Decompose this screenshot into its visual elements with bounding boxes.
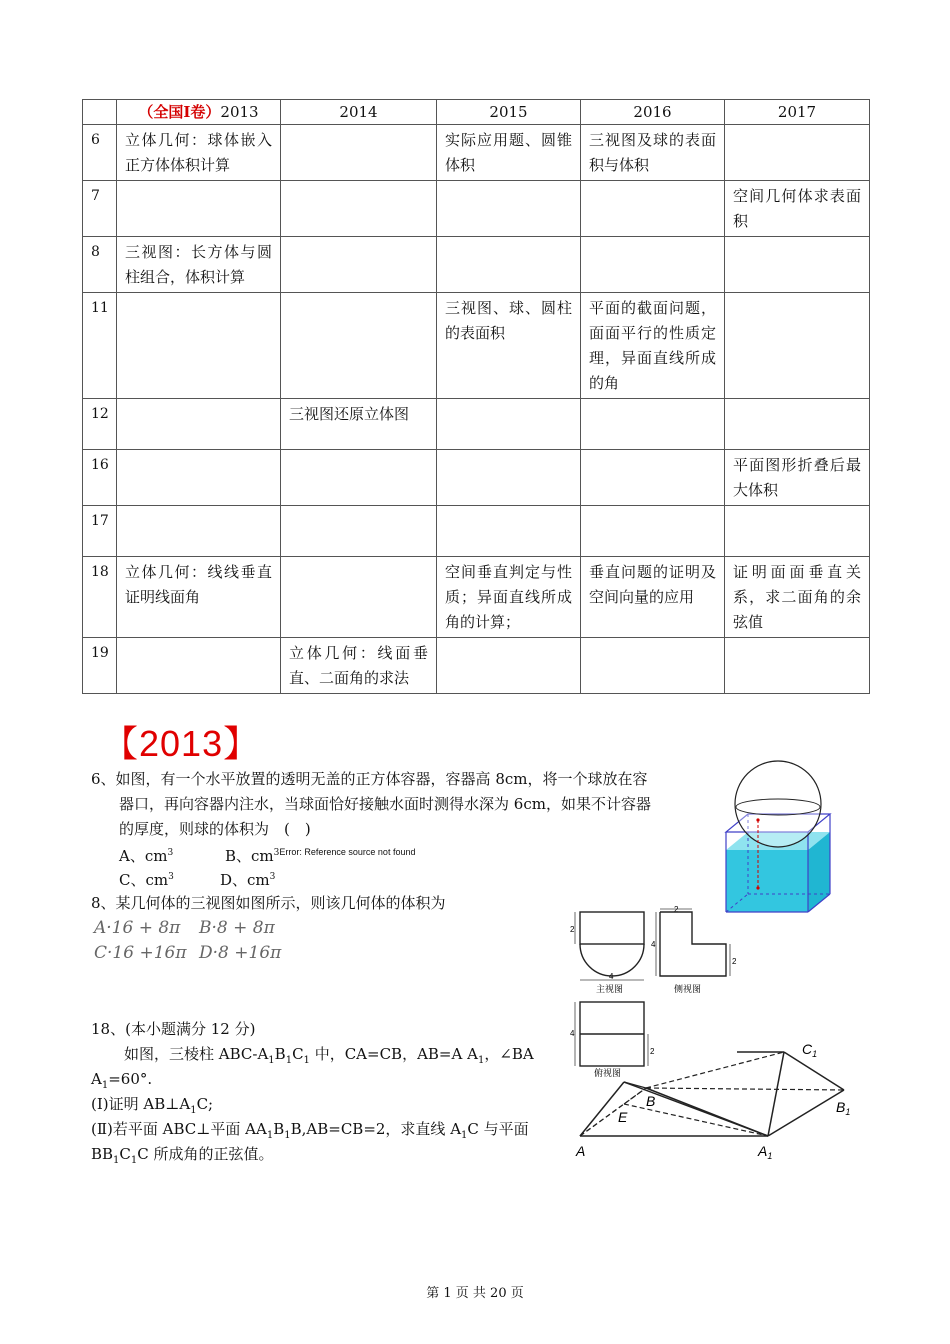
label-b: B bbox=[646, 1093, 656, 1109]
q18-part-3-a: BB bbox=[91, 1145, 114, 1163]
q18-sub-i: 1 bbox=[461, 1130, 468, 1141]
topic-cell-2015 bbox=[437, 181, 581, 237]
question-number-cell: 16 bbox=[83, 450, 117, 506]
q18-sub-f: 1 bbox=[190, 1105, 197, 1116]
topic-cell-2014 bbox=[281, 450, 437, 506]
cube-sphere-figure bbox=[722, 766, 834, 914]
q6-line-1: 6、如图，有一个水平放置的透明无盖的正方体容器，容器高 8cm，将一个球放在容 bbox=[91, 770, 648, 788]
q18-part-2-c: B,AB=CB=2，求直线 A bbox=[290, 1120, 462, 1138]
topic-cell-2016 bbox=[581, 237, 725, 293]
front-view bbox=[570, 912, 644, 994]
topic-cell-2013 bbox=[117, 399, 281, 450]
page-footer: 第 1 页 共 20 页 bbox=[426, 1286, 524, 1301]
topic-cell-2016 bbox=[581, 181, 725, 237]
topic-cell-2015 bbox=[437, 399, 581, 450]
q18-line-1-a: 如图，三棱柱 ABC-A bbox=[124, 1045, 269, 1063]
table-row bbox=[83, 125, 870, 181]
topic-cell-2013 bbox=[117, 181, 281, 237]
label-e: E bbox=[618, 1109, 628, 1125]
q6-line-2: 器口，再向容器内注水，当球面恰好接触水面时测得水深为 6cm，如果不计容器 bbox=[119, 795, 651, 813]
q6-option-b-sup: 3 bbox=[273, 848, 280, 858]
q18-sub-j: 1 bbox=[113, 1155, 120, 1166]
q18-part-3-b: C bbox=[119, 1145, 131, 1163]
topic-cell-2016: 平面的截面问题，面面平行的性质定理，异面直线所成的角 bbox=[581, 293, 725, 399]
q18-sub-e: 1 bbox=[101, 1080, 109, 1091]
topic-cell-2013: 立体几何：线线垂直证明线面角 bbox=[117, 557, 281, 638]
q8-line-1: 8、某几何体的三视图如图所示，则该几何体的体积为 bbox=[91, 894, 446, 912]
q18-sub-g: 1 bbox=[266, 1130, 274, 1141]
top-view-label: 俯视图 bbox=[594, 1068, 622, 1078]
prism-figure bbox=[572, 1040, 862, 1165]
topic-cell-2017 bbox=[725, 638, 870, 694]
top-dim-2: 2 bbox=[650, 1047, 655, 1056]
q18-line-1 bbox=[124, 1041, 534, 1074]
topic-cell-2014 bbox=[281, 237, 437, 293]
q18-part-1-b: C; bbox=[196, 1095, 214, 1113]
topic-cell-2015 bbox=[437, 450, 581, 506]
header-blank-cell bbox=[83, 100, 117, 125]
q6-option-c bbox=[119, 869, 174, 890]
question-number-cell: 19 bbox=[83, 638, 117, 694]
topic-cell-2015: 空间垂直判定与性质；异面直线所成角的计算； bbox=[437, 557, 581, 638]
topic-cell-2015 bbox=[437, 237, 581, 293]
topic-cell-2016: 垂直问题的证明及空间向量的应用 bbox=[581, 557, 725, 638]
q6-option-a bbox=[119, 845, 173, 866]
topic-cell-2013 bbox=[117, 450, 281, 506]
q6-option-c-sup: 3 bbox=[168, 872, 174, 882]
header-year-2015: 2015 bbox=[437, 100, 581, 125]
topic-cell-2016: 三视图及球的表面积与体积 bbox=[581, 125, 725, 181]
table-row bbox=[83, 450, 870, 506]
topic-cell-2017 bbox=[725, 293, 870, 399]
topic-cell-2014 bbox=[281, 506, 437, 557]
q6-line-3: 的厚度，则球的体积为 ( ) bbox=[119, 820, 311, 838]
question-number-cell: 7 bbox=[83, 181, 117, 237]
q18-part-3-c: C 所成角的正弦值。 bbox=[137, 1145, 274, 1163]
q6-option-d-text: D、cm bbox=[220, 871, 270, 889]
q6-option-a-text: A、cm bbox=[119, 847, 168, 865]
table-row bbox=[83, 181, 870, 237]
reference-error-text: Error: Reference source not found bbox=[279, 847, 416, 857]
label-a1: $A_1$ bbox=[758, 1143, 773, 1161]
header-year-2017: 2017 bbox=[725, 100, 870, 125]
table-row bbox=[83, 399, 870, 450]
q6-option-b-text: B、cm bbox=[225, 847, 274, 865]
table-row bbox=[83, 237, 870, 293]
q18-part-2-a: (Ⅱ)若平面 ABC⊥平面 AA bbox=[91, 1120, 267, 1138]
topic-cell-2015 bbox=[437, 506, 581, 557]
table-row bbox=[83, 293, 870, 399]
q18-line-2-b: =60°. bbox=[108, 1070, 153, 1088]
label-c1: $C_1$ bbox=[802, 1041, 818, 1059]
q18-sub-h: 1 bbox=[284, 1130, 291, 1141]
header-2013-cell bbox=[117, 100, 281, 125]
topic-cell-2013: 三视图：长方体与圆柱组合，体积计算 bbox=[117, 237, 281, 293]
q18-part-3 bbox=[91, 1141, 274, 1174]
topic-cell-2016 bbox=[581, 450, 725, 506]
q6-option-d bbox=[220, 869, 275, 890]
side-dim-4: 4 bbox=[651, 940, 656, 949]
topic-cell-2013: 立体几何：球体嵌入正方体体积计算 bbox=[117, 125, 281, 181]
table-header-row bbox=[83, 100, 870, 125]
topic-cell-2017 bbox=[725, 125, 870, 181]
q18-part-2-d: C 与平面 bbox=[467, 1120, 529, 1138]
header-year-2014: 2014 bbox=[281, 100, 437, 125]
table-row bbox=[83, 506, 870, 557]
question-number-cell: 12 bbox=[83, 399, 117, 450]
year-heading: 【2013】 bbox=[102, 723, 261, 764]
label-a: A bbox=[576, 1143, 586, 1159]
header-year-2013: 2013 bbox=[220, 103, 259, 121]
topic-cell-2014: 三视图还原立体图 bbox=[281, 399, 437, 450]
top-dim-4: 4 bbox=[570, 1029, 575, 1038]
topic-cell-2017 bbox=[725, 506, 870, 557]
question-number-cell: 17 bbox=[83, 506, 117, 557]
topic-cell-2015 bbox=[437, 638, 581, 694]
question-number-cell: 18 bbox=[83, 557, 117, 638]
paper-name-label: （全国Ⅰ卷） bbox=[138, 103, 221, 121]
q8-option-a: A·16 + 8π bbox=[94, 918, 181, 938]
q18-title: 18、(本小题满分 12 分) bbox=[91, 1020, 256, 1038]
front-dim-4: 4 bbox=[609, 972, 614, 981]
table-row bbox=[83, 638, 870, 694]
topic-cell-2017 bbox=[725, 399, 870, 450]
q8-option-d: D·8 +16π bbox=[199, 943, 282, 963]
topic-cell-2013 bbox=[117, 638, 281, 694]
front-dim-2: 2 bbox=[570, 925, 575, 934]
q8-option-c: C·16 +16π bbox=[94, 943, 187, 963]
topic-cell-2014 bbox=[281, 181, 437, 237]
topic-cell-2017 bbox=[725, 237, 870, 293]
table-row bbox=[83, 557, 870, 638]
topic-cell-2016 bbox=[581, 399, 725, 450]
question-number-cell: 8 bbox=[83, 237, 117, 293]
q18-line-1-e: ，∠BA bbox=[484, 1045, 534, 1063]
topic-cell-2016 bbox=[581, 638, 725, 694]
side-dim-2-top: 2 bbox=[674, 905, 679, 914]
q18-part-1-a: (Ⅰ)证明 AB⊥A bbox=[91, 1095, 191, 1113]
question-number-cell: 11 bbox=[83, 293, 117, 399]
q18-sub-a: 1 bbox=[268, 1055, 275, 1066]
q18-line-1-c: C bbox=[292, 1045, 304, 1063]
topic-cell-2017: 平面图形折叠后最大体积 bbox=[725, 450, 870, 506]
topic-cell-2015: 实际应用题、圆锥体积 bbox=[437, 125, 581, 181]
q6-option-d-sup: 3 bbox=[269, 872, 276, 882]
q6-option-b bbox=[225, 845, 415, 866]
topic-cell-2013 bbox=[117, 293, 281, 399]
side-view-label: 侧视图 bbox=[674, 984, 702, 994]
label-b1: $B_1$ bbox=[836, 1099, 851, 1117]
q6-option-c-text: C、cm bbox=[119, 871, 169, 889]
q18-sub-k: 1 bbox=[130, 1155, 138, 1166]
q18-part-2-b: B bbox=[273, 1120, 285, 1138]
topic-cell-2015: 三视图、球、圆柱的表面积 bbox=[437, 293, 581, 399]
summary-table bbox=[82, 99, 870, 694]
side-dim-2-right: 2 bbox=[732, 957, 737, 966]
q8-option-b: B·8 + 8π bbox=[199, 918, 275, 938]
topic-cell-2017: 空间几何体求表面积 bbox=[725, 181, 870, 237]
question-number-cell: 6 bbox=[83, 125, 117, 181]
q18-sub-c: 1 bbox=[303, 1055, 310, 1066]
q18-line-2-a: A bbox=[91, 1070, 102, 1088]
topic-cell-2014 bbox=[281, 293, 437, 399]
topic-cell-2014 bbox=[281, 125, 437, 181]
topic-cell-2013 bbox=[117, 506, 281, 557]
topic-cell-2017: 证明面面垂直关系，求二面角的余弦值 bbox=[725, 557, 870, 638]
topic-cell-2014: 立体几何：线面垂直、二面角的求法 bbox=[281, 638, 437, 694]
front-view-label: 主视图 bbox=[596, 984, 624, 994]
topic-cell-2016 bbox=[581, 506, 725, 557]
q18-line-1-b: B bbox=[274, 1045, 286, 1063]
q18-line-1-d: 中，CA=CB，AB=A A bbox=[309, 1045, 478, 1063]
q6-option-a-sup: 3 bbox=[167, 848, 174, 858]
q18-sub-d: 1 bbox=[477, 1055, 485, 1066]
topic-cell-2014 bbox=[281, 557, 437, 638]
side-view bbox=[651, 905, 737, 994]
q18-sub-b: 1 bbox=[285, 1055, 293, 1066]
header-year-2016: 2016 bbox=[581, 100, 725, 125]
